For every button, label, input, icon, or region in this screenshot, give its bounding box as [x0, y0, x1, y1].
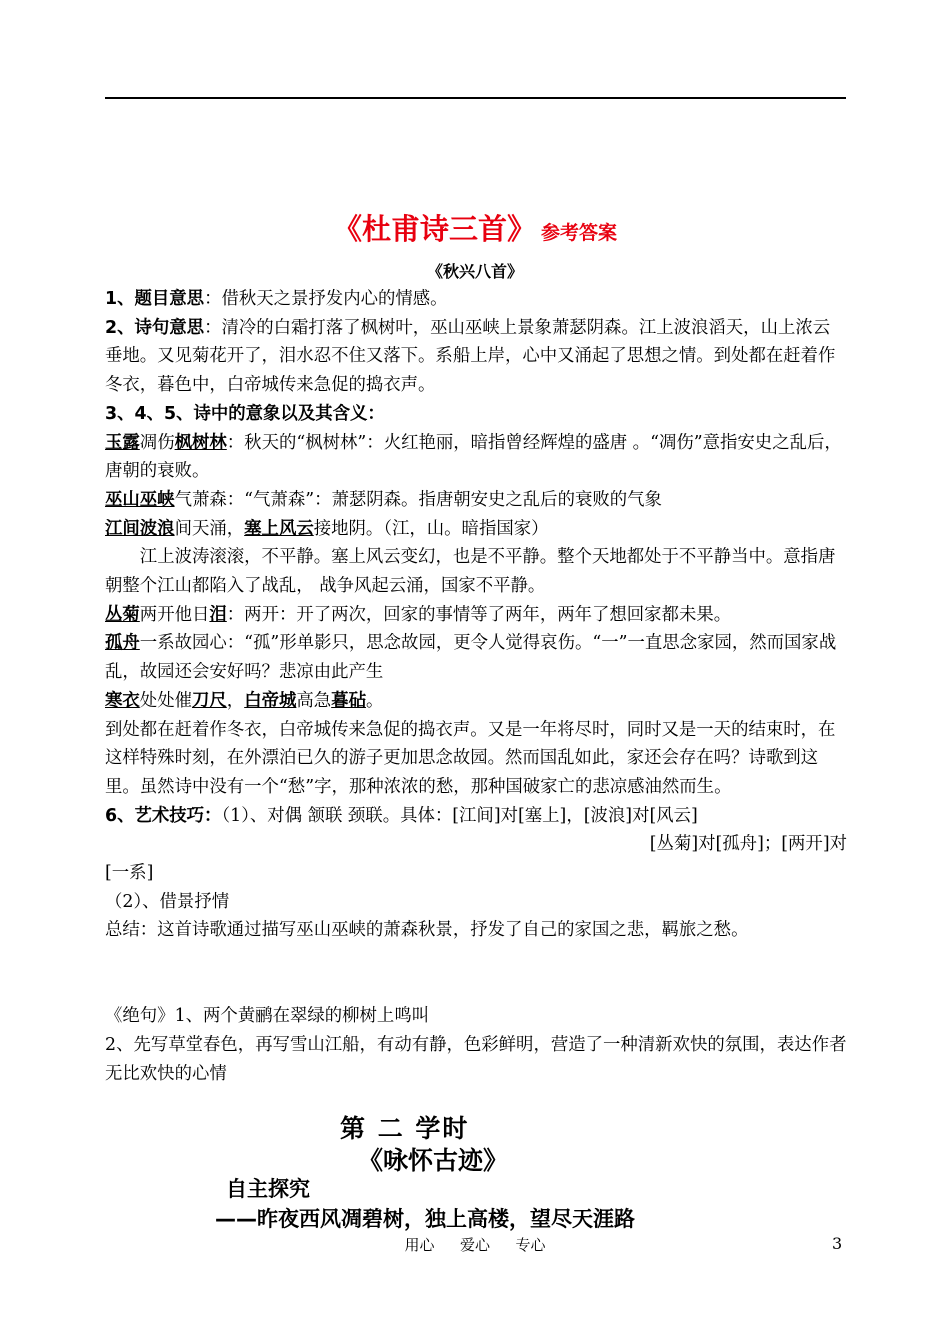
imagery-line-3: [105, 515, 847, 544]
answer-line-2: [105, 314, 847, 400]
jueju-line-1: 《绝句》1、两个黄鹂在翠绿的柳树上鸣叫: [105, 1006, 430, 1027]
text: 接地阴。（江，山。暗指国家）: [313, 518, 549, 539]
title-sub: 参考答案: [541, 222, 618, 244]
text: ，: [226, 690, 245, 711]
text: 。: [365, 690, 384, 711]
text: 气萧森：“气萧森”：萧瑟阴森。指唐朝安史之乱后的衰败的气象: [174, 489, 662, 510]
label: 6、艺术技巧：: [105, 805, 222, 826]
keyword: 玉露: [105, 432, 140, 453]
text: 一系故园心：“孤”形单影只，思念故园，更令人觉得哀伤。“一”一直思念家园，然而国家战乱，故园还会安好吗？悲凉由此产生: [105, 633, 837, 683]
keyword: 刀尺: [191, 690, 227, 711]
spacer: [105, 945, 847, 1002]
keyword: 枫树林: [174, 432, 227, 453]
poem-heading: 《咏怀古迹》: [358, 1146, 509, 1175]
text: ：秋天的“枫树林”：火红艳丽，暗指曾经辉煌的盛唐 。“凋伤”意指安史之乱后，唐朝的衰败。: [105, 432, 842, 482]
technique-line: [105, 802, 847, 831]
imagery-line-1: [105, 429, 847, 486]
jueju-line-2: 2、先写草堂春色，再写雪山江船，有动有静，色彩鲜明，营造了一种清新欢快的氛围，表达作者无比欢快的心情: [105, 1034, 847, 1084]
text: ：借秋天之景抒发内心的情感。: [204, 289, 448, 309]
text: ：清冷的白霜打落了枫树叶，巫山巫峡上景象萧瑟阴森。江上波浪滔天，山上浓云垂地。又见菊花开了，泪水忍不住又落下。系船上岸，心中又涌起了思想之情。到处都在赶着作冬衣，暮色中，白帝城传来急促的捣衣声。: [105, 317, 836, 396]
text: 间天涌，: [174, 518, 245, 539]
answer-line-1: [105, 285, 847, 314]
technique-line-4: （2）、借景抒情: [105, 891, 230, 912]
keyword: 孤舟: [105, 633, 140, 654]
keyword: 泪: [209, 604, 227, 625]
explore-heading: 自主探究: [226, 1177, 310, 1201]
answer-body: [105, 285, 847, 1088]
poem-subtitle: 《秋兴八首》: [426, 262, 523, 281]
technique-line-3: [一系]: [105, 863, 154, 884]
keyword: 暮砧: [331, 690, 366, 711]
explanation-paragraph: 江上波涛滚滚，不平静。塞上风云变幻，也是不平静。整个天地都处于不平静当中。意指唐朝整个江山都陷入了战乱， 战争风起云涌，国家不平静。: [105, 547, 836, 597]
keyword: 丛菊: [105, 604, 140, 625]
text: 处处催: [139, 690, 192, 711]
page-title: [0, 207, 950, 248]
explanation-paragraph-2: 到处都在赶着作冬衣，白帝城传来急促的捣衣声。又是一年将尽时，同时又是一天的结束时，在这样特殊时刻，在外漂泊已久的游子更加思念故园。然而国乱如此，家还会存在吗？诗歌到这里。虽然诗中没有一个“愁”字，那种浓浓的愁，那种国破家亡的悲凉感油然而生。: [105, 719, 836, 797]
keyword: 塞上风云: [244, 518, 314, 539]
text: ：两开：开了两次，回家的事情等了两年，两年了想回家都未果。: [226, 604, 732, 625]
text: 凋伤: [139, 432, 175, 453]
header-rule: [105, 97, 846, 99]
keyword: 巫山巫峡: [105, 489, 175, 510]
lesson-heading: 第 二 学时: [340, 1114, 470, 1143]
summary-line: 总结：这首诗歌通过描写巫山巫峡的萧森秋景，抒发了自己的家国之悲，羁旅之愁。: [105, 920, 749, 941]
imagery-line-5: [105, 629, 847, 686]
page-number: 3: [832, 1234, 843, 1253]
text: （1）、对偶 颔联 颈联。具体：[江间]对[塞上]，[波浪]对[风云]: [221, 805, 698, 826]
title-main: 《杜甫诗三首》: [332, 212, 536, 246]
imagery-line-2: [105, 486, 847, 515]
text: 高急: [296, 690, 332, 711]
quote-heading: ——昨夜西风凋碧树，独上高楼，望尽天涯路: [215, 1207, 635, 1231]
label: 2、诗句意思: [105, 317, 205, 338]
imagery-line-6: [105, 687, 847, 716]
text: 两开他日: [139, 604, 210, 625]
answer-line-3: [105, 400, 847, 429]
keyword: 白帝城: [244, 690, 297, 711]
technique-line-2: [丛菊]对[孤舟]；[两开]对: [649, 834, 847, 855]
label: 3、4、5、诗中的意象以及其含义：: [105, 403, 385, 424]
keyword: 寒衣: [105, 690, 140, 711]
imagery-line-4: [105, 601, 847, 630]
footer-motto: 用心 爱心 专心: [404, 1236, 546, 1254]
keyword: 江间波浪: [105, 518, 175, 539]
label: 1、题目意思: [105, 289, 205, 309]
